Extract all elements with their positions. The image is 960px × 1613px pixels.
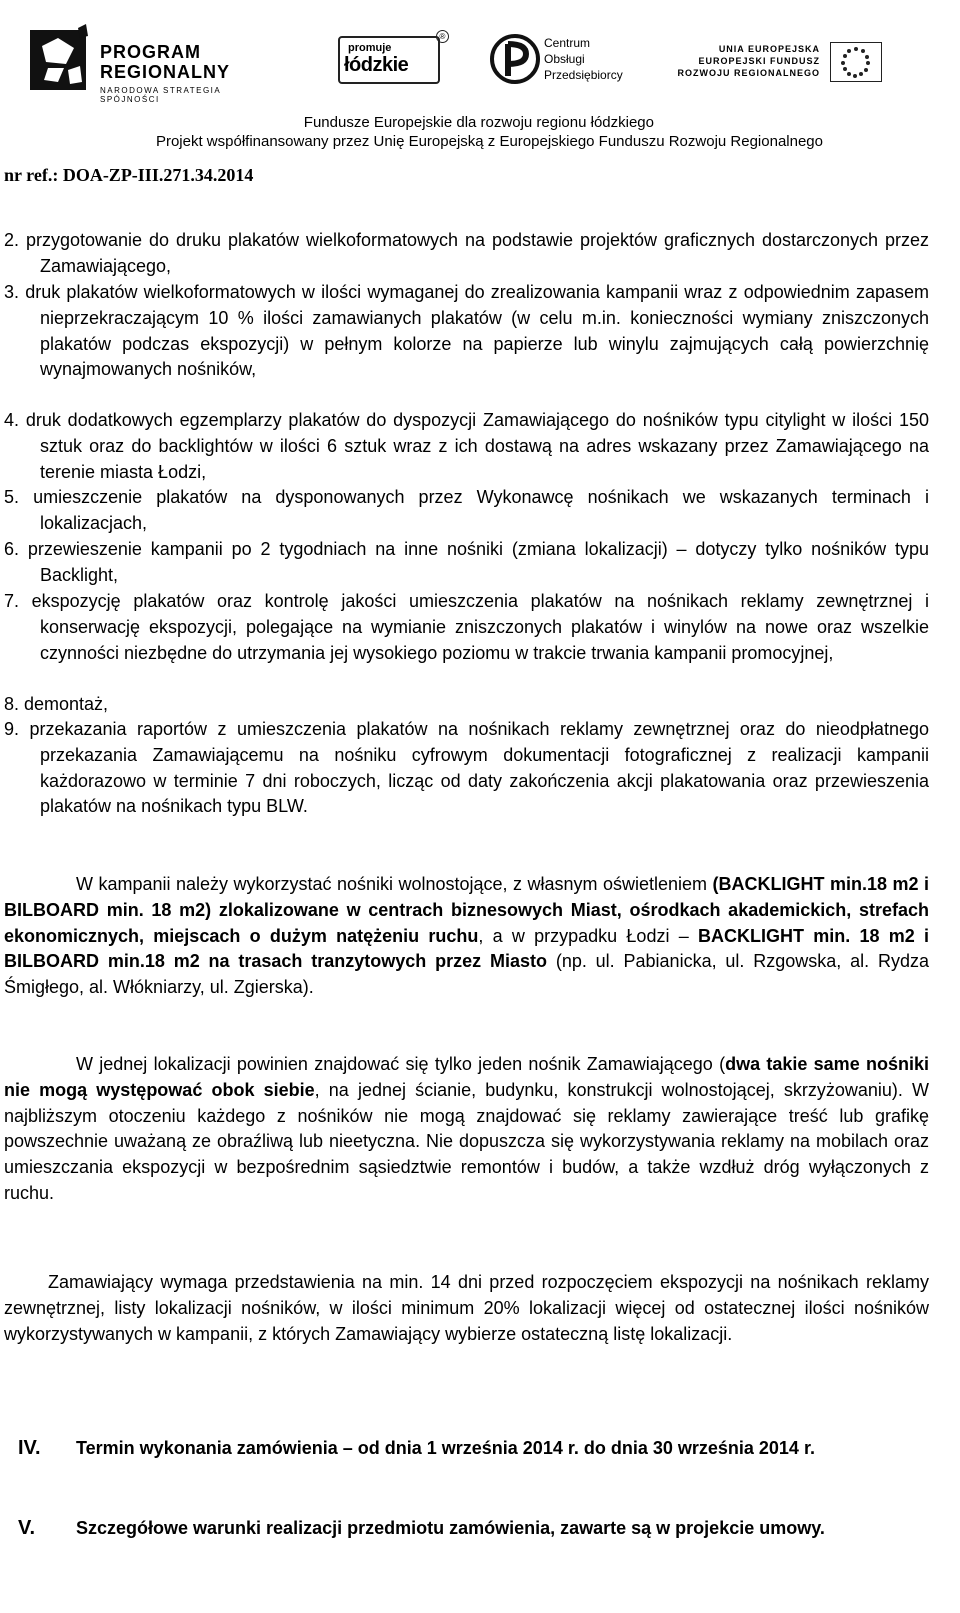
para2-text-a: W jednej lokalizacji powinien znajdować się tylko jeden nośnik Zamawiającego ( <box>76 1054 726 1074</box>
logo-lodzkie-line2: łódzkie <box>344 54 409 76</box>
centrum-obslugi-logo <box>490 30 630 90</box>
centrum-emblem-icon <box>490 32 540 86</box>
logo-lodzkie-line1: promuje <box>348 42 392 54</box>
logo-centrum-line1: Centrum <box>544 36 591 50</box>
para2-text-c: , na jednej ścianie, budynku, konstrukcji wolnostojącej, skrzyżowaniu). W najbliższym otoczeniu każdego z nośników nie mogą znajdować się reklamy zawierające treść lub grafikę powszechnie uważaną ze obraźliwą lub nieetyczna. Nie dopuszcza się wykorzystywania reklamy na mobilach oraz umieszczania ekspozycji w bezpośrednim sąsiedztwie remontów i budów, a także wzdłuż dróg wyłączonych z ruchu. <box>4 1079 929 1203</box>
list-item: 2. przygotowanie do druku plakatów wielkoformatowych na podstawie projektów graficznych dostarczonych przez Zamawiającego, <box>4 230 929 276</box>
para2-text-b-bold: dwa takie same nośniki nie mogą występować obok siebie <box>4 1054 929 1100</box>
paragraph-nosniki <box>4 872 929 1001</box>
registered-mark-icon: ® <box>436 30 449 43</box>
eu-flag-icon <box>830 42 882 82</box>
list-item: 5. umieszczenie plakatów na dysponowanych przez Wykonawcę nośnikach we wskazanych terminach i lokalizacjach, <box>4 487 929 533</box>
list-item: 7. ekspozycję plakatów oraz kontrolę jakości umieszczenia plakatów na nośnikach reklamy zewnętrznej i konserwację ekspozycji, polegające na wymianie zniszczonych plakatów i winylów na nowe oraz wszelkie czynności niezbędne do utrzymania jej wysokiego poziomu w trakcie trwania kampanii promocyjnej, <box>4 591 929 663</box>
list-item: 6. przewieszenie kampanii po 2 tygodniach na inne nośniki (zmiana lokalizacji) – dotyczy tylko nośników typu Backlight, <box>4 539 929 585</box>
section-heading: Termin wykonania zamówienia – od dnia 1 września 2014 r. do dnia 30 września 2014 r. <box>76 1438 815 1458</box>
logo-program-line2: REGIONALNY <box>100 62 231 82</box>
para1-text-e: (np. ul. Pabianicka, ul. Rzgowska, al. Rydza Śmigłego, al. Włókniarzy, ul. Zgierska). <box>4 951 930 998</box>
list-item: 3. druk plakatów wielkoformatowych w ilości wymaganej do zrealizowania kampanii wraz z odpowiednim zapasem nieprzekraczającym 10 % ilości zamawianych plakatów (w celu m.in. konieczności wymiany zniszczonych plakatów podczas ekspozycji) w pełnym kolorze na papierze lub winylu zajmujących całą powierzchnię wynajmowanych nośników, <box>4 282 929 380</box>
funding-line-2: Projekt współfinansowany przez Unię Europejską z Europejskiego Funduszu Rozwoju Regionalnego <box>155 133 823 150</box>
logo-ue-line3: ROZWOJU REGIONALNEGO <box>677 68 820 78</box>
paragraph-lista-lokalizacji: Zamawiający wymaga przedstawienia na min. 14 dni przed rozpoczęciem ekspozycji na nośnikach reklamy zewnętrznej, listy lokalizacji nośników, w ilości minimum 20% lokalizacji więcej od ostatecznej ilości nośników wykorzystywanych w kampanii, z których Zamawiający wybierze ostateczną listę lokalizacji. <box>4 1272 929 1344</box>
reference-number: nr ref.: DOA-ZP-III.271.34.2014 <box>4 165 254 185</box>
logo-program-line1: PROGRAM <box>100 42 201 62</box>
list-item: 4. druk dodatkowych egzemplarzy plakatów do dyspozycji Zamawiającego do nośników typu citylight w ilości 150 sztuk oraz do backlightów w ilości 6 sztuk wraz z ich dostawą na adres wskazany przez Zamawiającego na terenie miasta Łodzi, <box>4 410 929 482</box>
logo-ue-line2: EUROPEJSKI FUNDUSZ <box>698 56 820 66</box>
lodzkie-logo <box>338 30 448 86</box>
para1-text-c: , a w przypadku Łodzi – <box>478 925 698 946</box>
unia-europejska-logo <box>660 40 880 86</box>
logo-program-line3: NARODOWA STRATEGIA SPÓJNOŚCI <box>100 86 221 104</box>
para1-text-a: W kampanii należy wykorzystać nośniki wolnostojące, z własnym oświetleniem <box>76 874 713 894</box>
para1-text-b-bold: (BACKLIGHT min.18 m2 i BILBOARD min. 18 m2) zlokalizowane w centrach biznesowych Miast, ośrodkach akademickich, strefach ekonomicznych, miejscach o dużym natężeniu ruchu <box>4 874 930 946</box>
program-regionalny-emblem-icon <box>28 24 90 94</box>
logo-ue-line1: UNIA EUROPEJSKA <box>718 44 820 54</box>
paragraph-lokalizacja <box>4 1052 929 1207</box>
program-regionalny-logo <box>28 20 268 104</box>
section-number: V. <box>18 1517 36 1539</box>
section-heading: Szczegółowe warunki realizacji przedmiotu zamówienia, zawarte są w projekcie umowy. <box>76 1518 825 1538</box>
funding-line-1: Fundusze Europejskie dla rozwoju regionu łódzkiego <box>303 114 654 131</box>
list-item: 9. przekazania raportów z umieszczenia plakatów na nośnikach reklamy zewnętrznej oraz do nieodpłatnego przekazania Zamawiającemu na nośniku cyfrowym dokumentacji fotograficznej z realizacji kampanii każdorazowo w terminie 7 dni roboczych, licząc od daty zakończenia akcji plakatowania oraz przewieszenia plakatów na nośnikach typu BLW. <box>4 719 929 817</box>
section-number: IV. <box>18 1437 41 1459</box>
logo-centrum-line2: Obsługi <box>544 52 585 66</box>
list-item: 8. demontaż, <box>4 694 109 714</box>
para1-text-d-bold: BACKLIGHT min. 18 m2 i BILBOARD min.18 m2 na trasach tranzytowych przez Miasto <box>4 925 929 972</box>
logo-centrum-line3: Przedsiębiorcy <box>544 68 623 82</box>
